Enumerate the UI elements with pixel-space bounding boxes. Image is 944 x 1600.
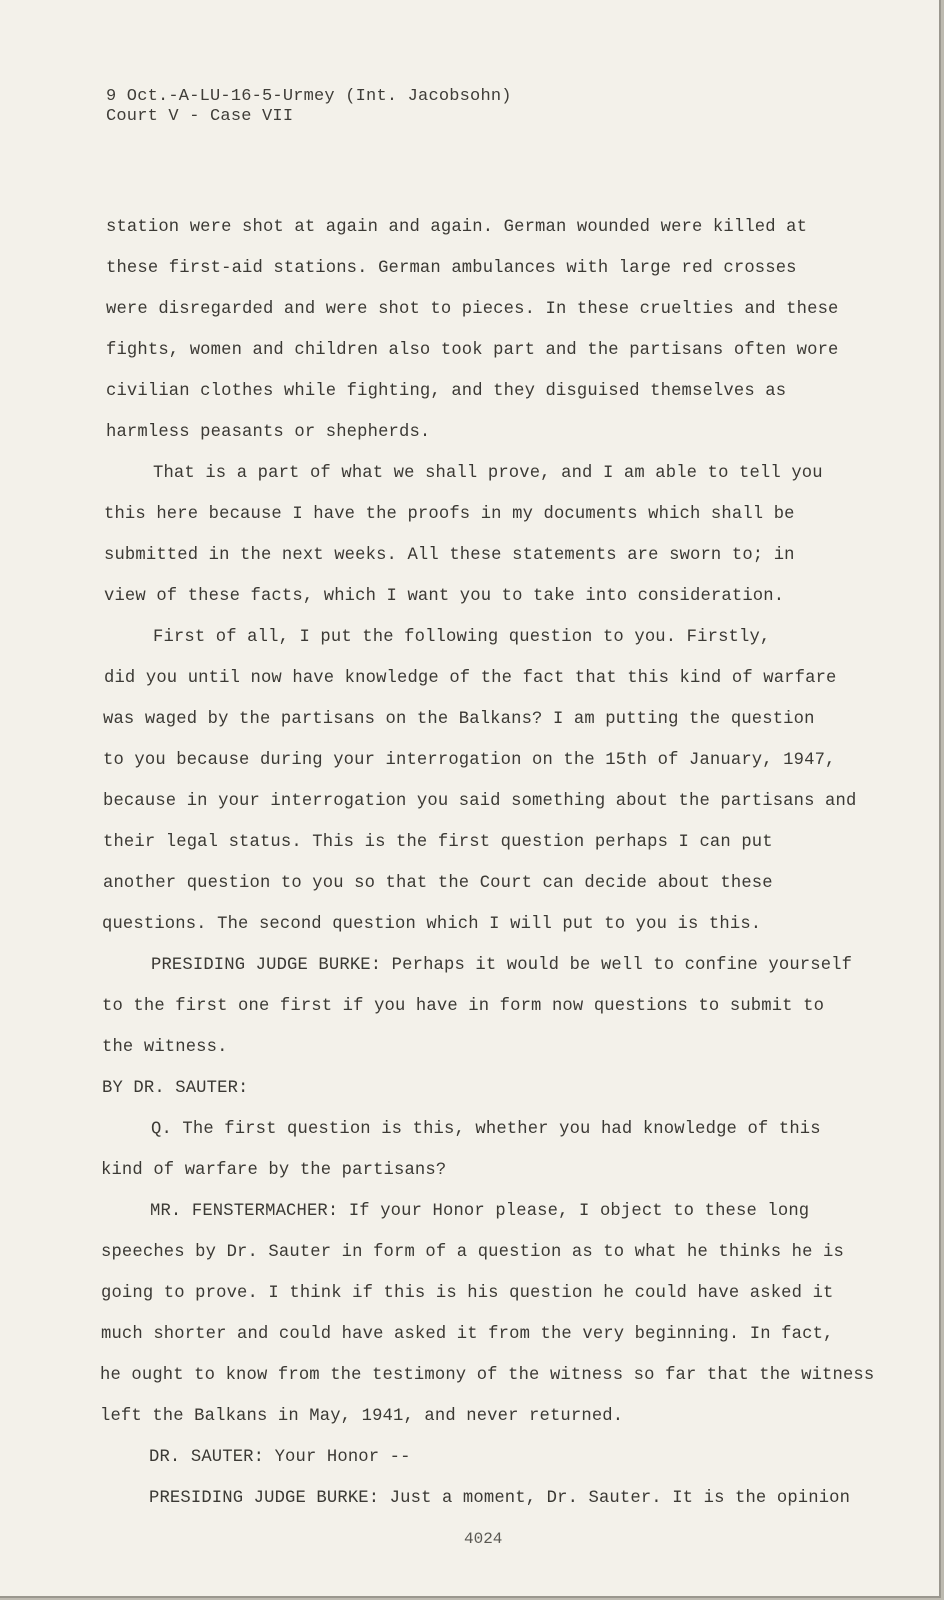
text-line: the witness.: [102, 1038, 228, 1057]
text-line: their legal status. This is the first question perhaps I can put: [103, 833, 773, 852]
text-line: speeches by Dr. Sauter in form of a question as to what he thinks he is: [101, 1243, 844, 1262]
text-line: left the Balkans in May, 1941, and never returned.: [100, 1407, 624, 1426]
text-line: this here because I have the proofs in my documents which shall be: [104, 505, 795, 524]
text-line: did you until now have knowledge of the fact that this kind of warfare: [104, 669, 837, 688]
text-line: was waged by the partisans on the Balkans? I am putting the question: [103, 710, 815, 729]
text-line: because in your interrogation you said something about the partisans and: [103, 792, 857, 811]
text-line: submitted in the next weeks. All these statements are sworn to; in: [104, 546, 795, 565]
text-line: view of these facts, which I want you to take into consideration.: [104, 587, 785, 606]
text-line: to you because during your interrogation on the 15th of January, 1947,: [103, 751, 836, 770]
text-line: PRESIDING JUDGE BURKE: Perhaps it would be well to confine yourself: [151, 956, 853, 975]
text-line: fights, women and children also took part and the partisans often wore: [106, 341, 839, 360]
text-line: were disregarded and were shot to pieces. In these cruelties and these: [106, 300, 839, 319]
text-line: BY DR. SAUTER:: [102, 1079, 249, 1098]
text-line: DR. SAUTER: Your Honor --: [149, 1448, 411, 1467]
header-line-2: Court V - Case VII: [106, 107, 294, 126]
text-line: to the first one first if you have in form now questions to submit to: [102, 997, 825, 1016]
text-line: another question to you so that the Court can decide about these: [103, 874, 773, 893]
header-line-1: 9 Oct.-A-LU-16-5-Urmey (Int. Jacobsohn): [106, 87, 512, 106]
text-line: these first-aid stations. German ambulances with large red crosses: [106, 259, 797, 278]
text-line: questions. The second question which I will put to you is this.: [102, 915, 762, 934]
page-number: 4024: [464, 1530, 503, 1548]
text-line: station were shot at again and again. German wounded were killed at: [106, 218, 808, 237]
text-line: kind of warfare by the partisans?: [101, 1161, 447, 1180]
text-line: PRESIDING JUDGE BURKE: Just a moment, Dr. Sauter. It is the opinion: [149, 1489, 851, 1508]
text-line: he ought to know from the testimony of the witness so far that the witness: [100, 1366, 875, 1385]
text-line: civilian clothes while fighting, and they disguised themselves as: [106, 382, 787, 401]
text-line: much shorter and could have asked it from the very beginning. In fact,: [101, 1325, 834, 1344]
text-line: Q. The first question is this, whether you had knowledge of this: [151, 1120, 821, 1139]
text-line: harmless peasants or shepherds.: [106, 423, 431, 442]
text-line: going to prove. I think if this is his question he could have asked it: [101, 1284, 834, 1303]
text-line: That is a part of what we shall prove, and I am able to tell you: [153, 464, 823, 483]
text-line: MR. FENSTERMACHER: If your Honor please, I object to these long: [150, 1202, 810, 1221]
text-line: First of all, I put the following question to you. Firstly,: [153, 628, 771, 647]
